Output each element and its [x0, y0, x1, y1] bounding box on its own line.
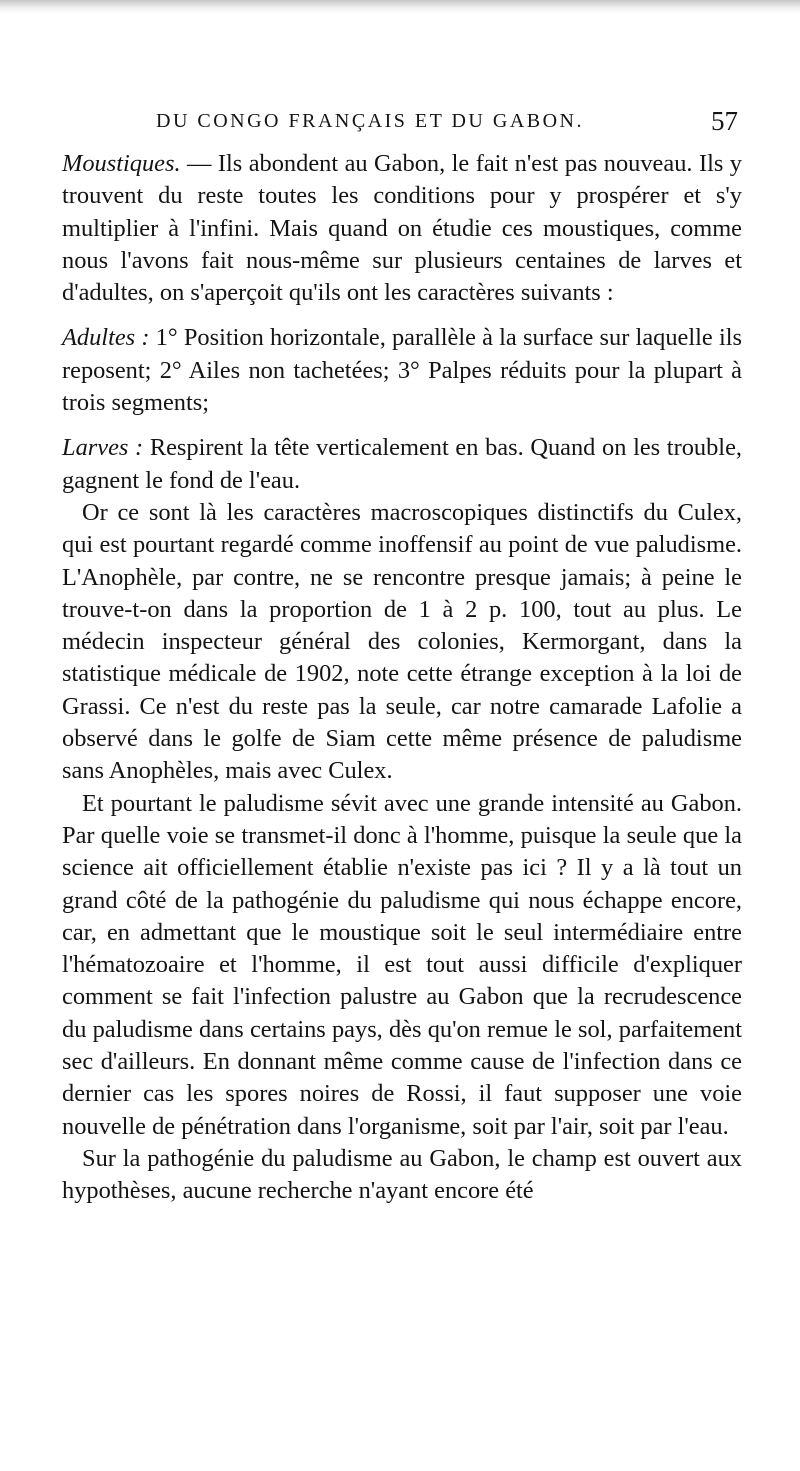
paragraph-gap: [62, 419, 742, 432]
paragraph-moustiques: [62, 148, 742, 309]
paragraph-text: Respirent la tête verticalement en bas. Quand on les trouble, gagnent le fond de l'eau.: [62, 434, 742, 494]
running-title: DU CONGO FRANÇAIS ET DU GABON.: [156, 110, 584, 132]
paragraph-lead: Adultes :: [62, 324, 150, 352]
page-number: 57: [711, 106, 738, 136]
paragraph-text: — Ils abondent au Gabon, le fait n'est pas nouveau. Ils y trouvent du reste toutes les conditions pour y prospérer et s'y multiplier à l'infini. Mais quand on étudie ces moustiques, comme nous l'avons fait nous-même sur plusieurs centaines de larves et d'adultes, on s'aperçoit qu'ils ont les caractères suivants :: [62, 150, 742, 307]
paragraph-pathogenie: Sur la pathogénie du paludisme au Gabon, le champ est ouvert aux hypothèses, aucune recherche n'ayant encore été: [62, 1144, 742, 1205]
paragraph-adultes: [62, 322, 742, 419]
paragraph-larves: [62, 432, 742, 497]
page-scan-edge: [0, 0, 800, 14]
page-header: [62, 104, 738, 140]
paragraph-text: 1° Position horizontale, parallèle à la surface sur laquelle ils reposent; 2° Ailes non tachetées; 3° Palpes réduits pour la plupart à trois segments;: [62, 324, 742, 417]
paragraph-transmission: Et pourtant le paludisme sévit avec une grande intensité au Gabon. Par quelle voie se transmet-il donc à l'homme, puisque la seule que la science ait officiellement établie n'existe pas ici ? Il y a là tout un grand côté de la pathogénie du paludisme qui nous échappe encore, car, en admettant que le moustique soit le seul intermédiaire entre l'hématozoaire et l'homme, il est tout aussi difficile d'expliquer comment se fait l'infection palustre au Gabon que la recrudescence du paludisme dans certains pays, dès qu'on remue le sol, parfaitement sec d'ailleurs. En donnant même comme cause de l'infection dans ce dernier cas les spores noires de Rossi, il faut supposer une voie nouvelle de pénétration dans l'organisme, soit par l'air, soit par l'eau.: [62, 789, 742, 1140]
paragraph-lead: Larves :: [62, 434, 144, 462]
paragraph-culex: Or ce sont là les caractères macroscopiques distinctifs du Culex, qui est pourtant regardé comme inoffensif au point de vue paludisme. L'Anophèle, par contre, ne se rencontre presque jamais; à peine le trouve-t-on dans la proportion de 1 à 2 p. 100, tout au plus. Le médecin inspecteur général des colonies, Kermorgant, dans la statistique médicale de 1902, note cette étrange exception à la loi de Grassi. Ce n'est du reste pas la seule, car notre camarade Lafolie a observé dans le golfe de Siam cette même présence de paludisme sans Anophèles, mais avec Culex.: [62, 498, 742, 785]
body-text: [62, 148, 742, 1208]
paragraph-gap: [62, 309, 742, 322]
paragraph-lead: Moustiques.: [62, 150, 181, 177]
